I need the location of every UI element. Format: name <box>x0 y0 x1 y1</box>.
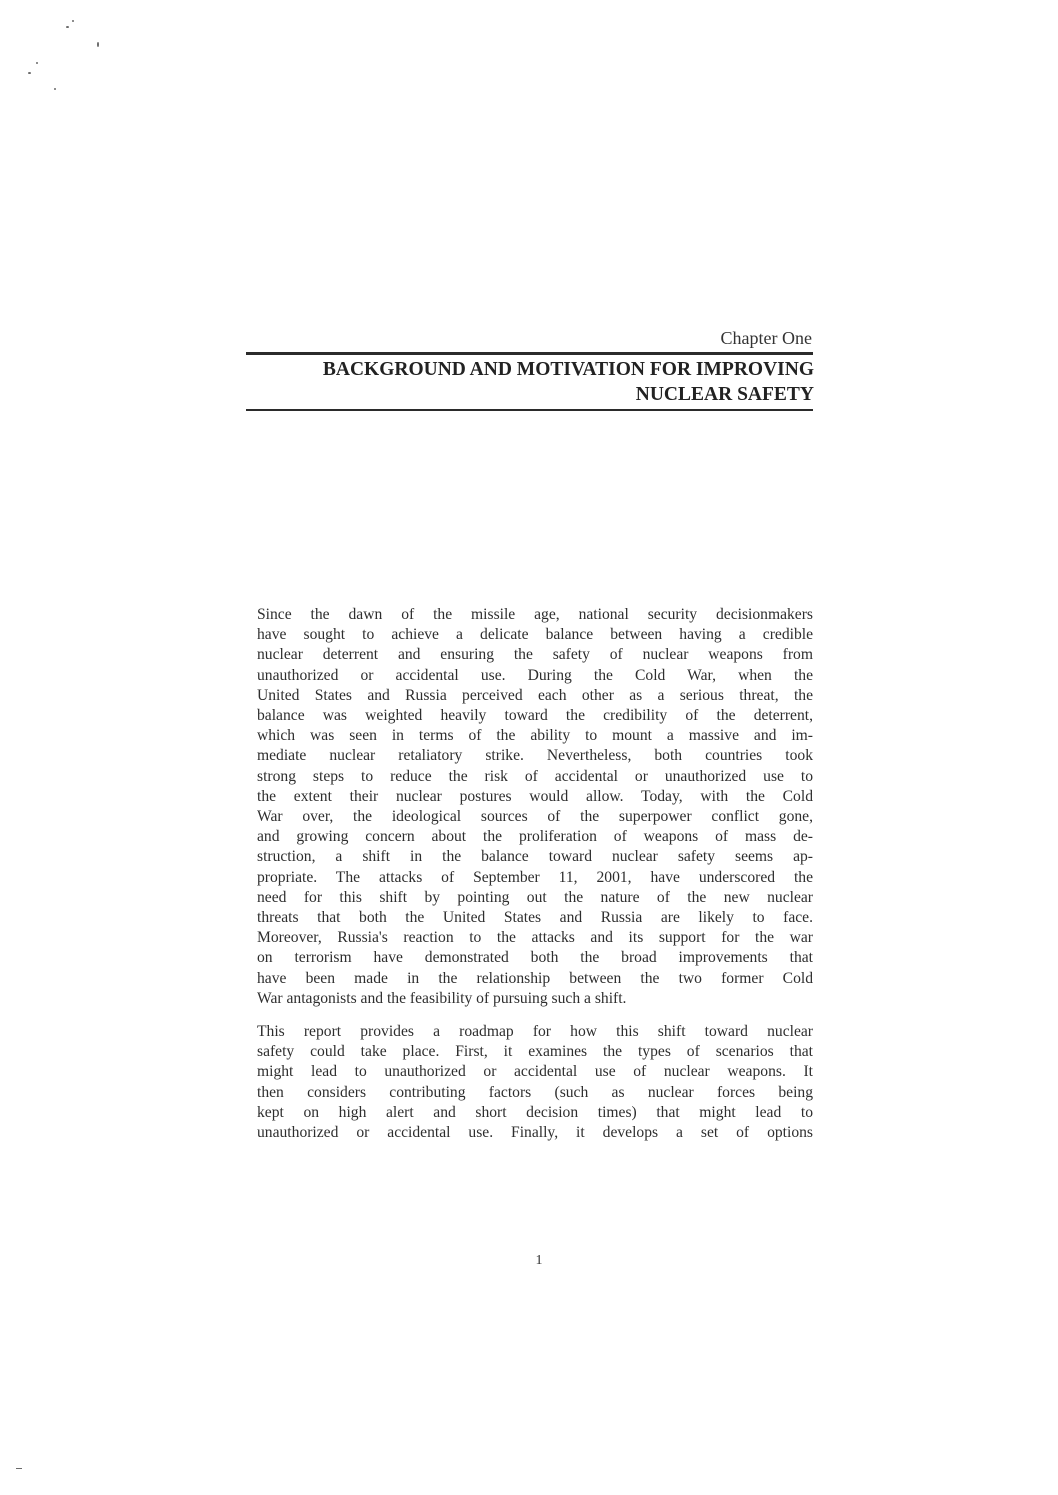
text-line: War over, the ideological sources of the superpower conflict gone, <box>257 808 813 826</box>
body-text <box>257 605 813 1156</box>
text-line: have been made in the relationship between the two former Cold <box>257 969 813 987</box>
text-line: which was seen in terms of the ability to mount a massive and im- <box>257 727 813 745</box>
text-line: Since the dawn of the missile age, national security decisionmakers <box>257 606 813 623</box>
text-line: strong steps to reduce the risk of accidental or unauthorized use to <box>257 767 813 785</box>
text-line: need for this shift by pointing out the nature of the new nuclear <box>257 888 813 906</box>
text-line: might lead to unauthorized or accidental use of nuclear weapons. It <box>257 1063 813 1081</box>
chapter-title-line: BACKGROUND AND MOTIVATION FOR IMPROVING <box>322 359 814 380</box>
scan-speck <box>66 26 69 28</box>
text-line: struction, a shift in the balance toward nuclear safety seems ap- <box>257 848 813 866</box>
text-line: War antagonists and the feasibility of pursuing such a shift. <box>257 989 627 1007</box>
text-line: then considers contributing factors (such as nuclear forces being <box>257 1083 813 1101</box>
paragraph <box>257 605 813 1009</box>
text-line: unauthorized or accidental use. During the Cold War, when the <box>257 666 813 684</box>
chapter-label: Chapter One <box>720 328 812 348</box>
chapter-top-rule <box>246 352 813 355</box>
text-line: safety could take place. First, it examines the types of scenarios that <box>257 1043 813 1061</box>
scan-speck <box>16 1468 22 1469</box>
chapter-title <box>254 357 814 407</box>
text-line: on terrorism have demonstrated both the broad improvements that <box>257 949 813 967</box>
text-line: and growing concern about the proliferation of weapons of mass de- <box>257 828 813 846</box>
scan-speck <box>36 62 38 64</box>
chapter-bottom-rule <box>246 409 813 411</box>
text-line: nuclear deterrent and ensuring the safety of nuclear weapons from <box>257 646 813 664</box>
text-line: kept on high alert and short decision times) that might lead to <box>257 1103 813 1121</box>
text-line: threats that both the United States and Russia are likely to face. <box>257 909 813 927</box>
text-line: balance was weighted heavily toward the credibility of the deterrent, <box>257 707 813 725</box>
scan-speck <box>97 42 99 47</box>
scan-speck <box>54 88 56 90</box>
text-line: propriate. The attacks of September 11, 2001, have underscored the <box>257 868 813 886</box>
text-line: This report provides a roadmap for how this shift toward nuclear <box>257 1023 813 1041</box>
text-line: have sought to achieve a delicate balance between having a credible <box>257 626 813 644</box>
paragraph <box>257 1022 813 1143</box>
text-line: mediate nuclear retaliatory strike. Nevertheless, both countries took <box>257 747 813 765</box>
text-line: United States and Russia perceived each other as a serious threat, the <box>257 686 813 704</box>
text-line: unauthorized or accidental use. Finally, it develops a set of options <box>257 1124 813 1142</box>
scan-speck <box>72 20 74 22</box>
chapter-title-line: NUCLEAR SAFETY <box>635 384 814 405</box>
text-line: Moreover, Russia's reaction to the attacks and its support for the war <box>257 929 813 947</box>
scan-speck <box>28 72 31 74</box>
text-line: the extent their nuclear postures would allow. Today, with the Cold <box>257 787 813 805</box>
page-number: 1 <box>535 1253 543 1268</box>
